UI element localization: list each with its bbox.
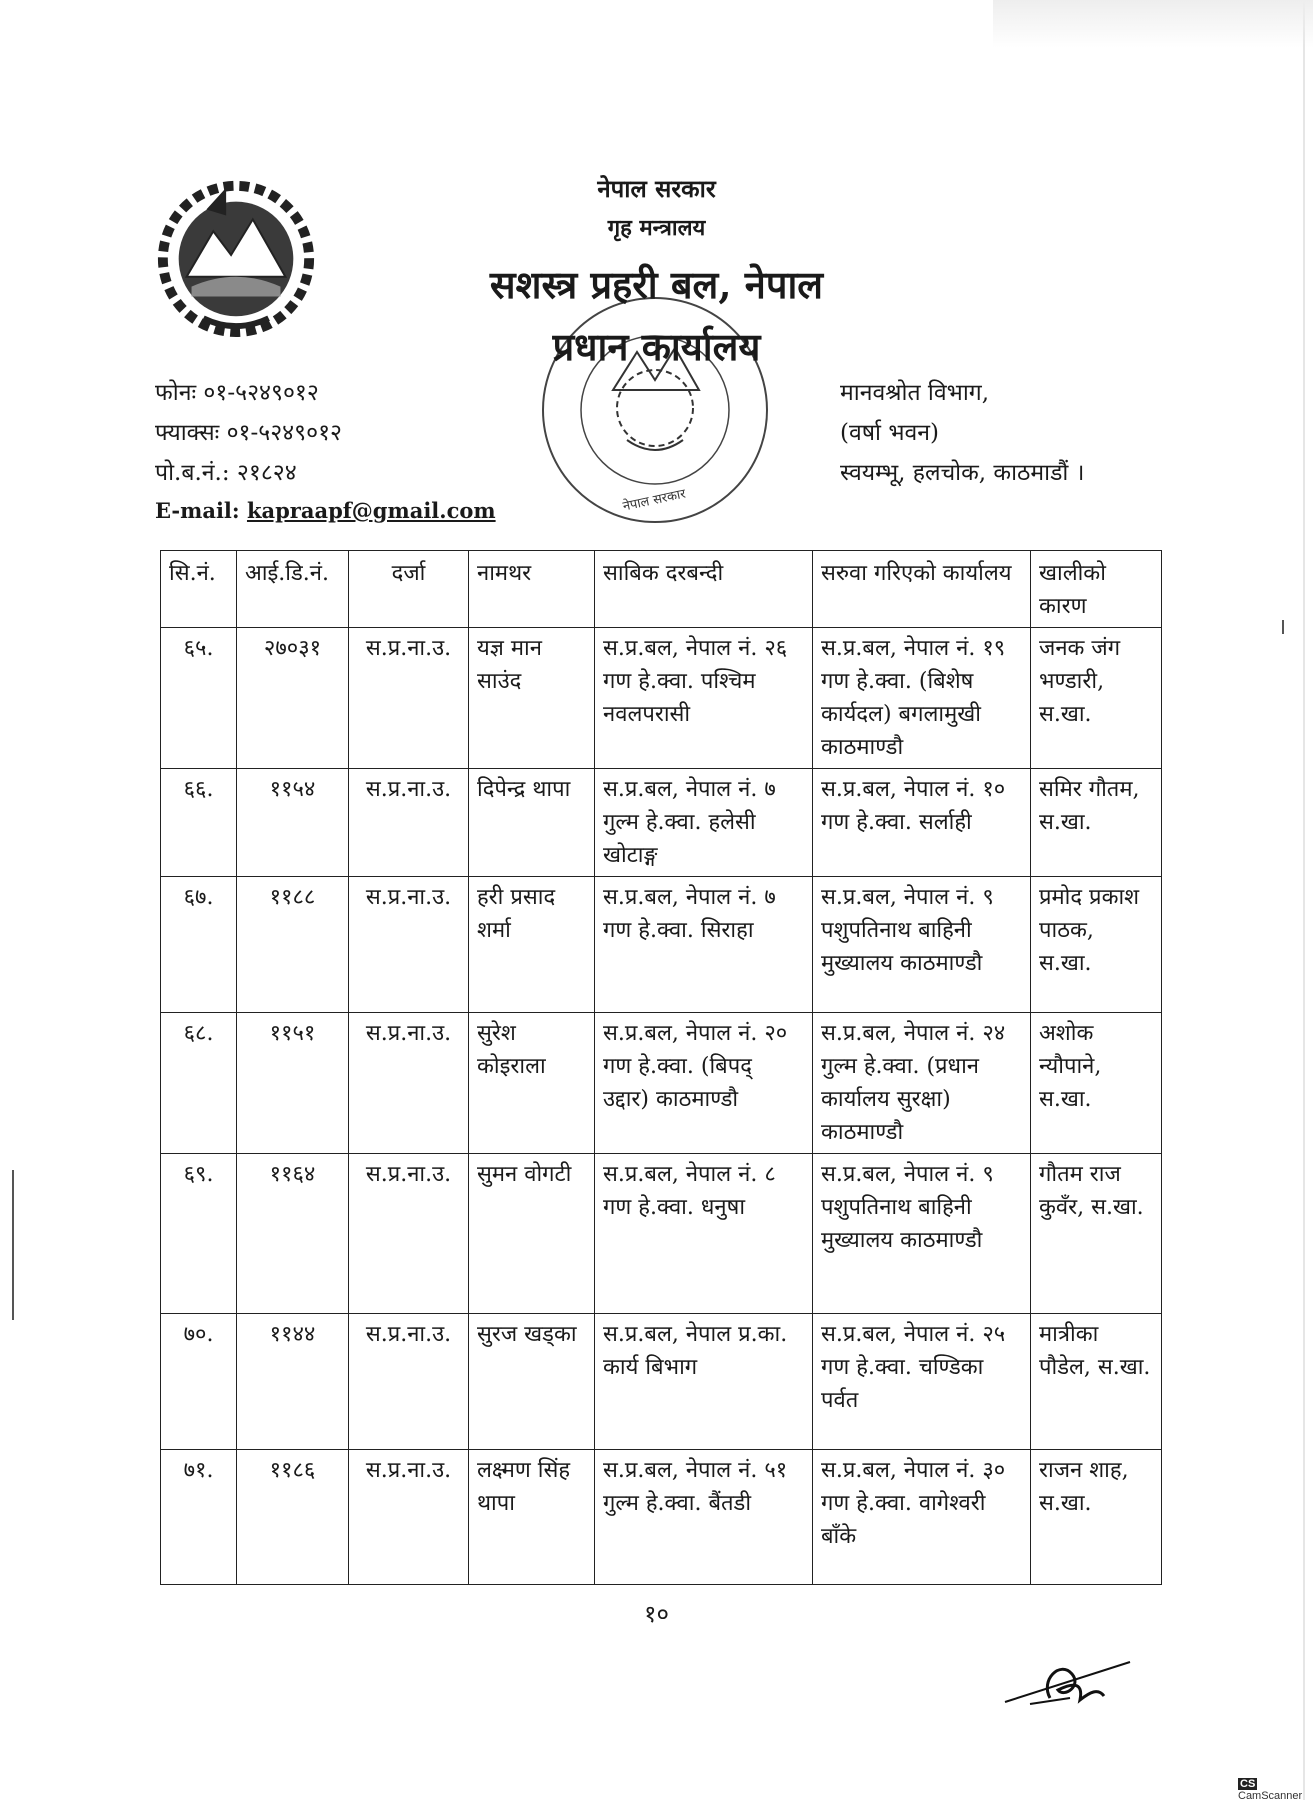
cell-transferred-office: स.प्र.बल, नेपाल नं. २५ गण हे.क्वा. चण्डिका पर्वत <box>813 1314 1031 1450</box>
cell-id: ११५१ <box>237 1013 349 1154</box>
cell-id: ११८६ <box>237 1450 349 1585</box>
cell-serial: ६७. <box>161 877 237 1013</box>
cell-vacancy-reason: गौतम राज कुवँर, स.खा. <box>1031 1154 1162 1314</box>
cell-name: यज्ञ मान साउंद <box>469 628 595 769</box>
svg-text:नेपाल सरकार: नेपाल सरकार <box>621 486 687 515</box>
phone-number: फोनः ०१-५२४९०१२ <box>155 380 319 406</box>
stray-mark-left <box>12 1170 14 1320</box>
cell-previous-post: स.प्र.बल, नेपाल नं. ८ गण हे.क्वा. धनुषा <box>595 1154 813 1314</box>
page-number: १० <box>644 1600 669 1628</box>
cell-vacancy-reason: मात्रीका पौडेल, स.खा. <box>1031 1314 1162 1450</box>
table-row <box>161 628 1162 769</box>
email-label: E-mail: <box>155 498 240 523</box>
cell-serial: ६६. <box>161 769 237 877</box>
cell-previous-post: स.प्र.बल, नेपाल नं. २० गण हे.क्वा. (बिपद् उद्दार) काठमाण्डौ <box>595 1013 813 1154</box>
department-building: (वर्षा भवन) <box>840 420 940 446</box>
cell-id: ११६४ <box>237 1154 349 1314</box>
table-header-row <box>161 551 1162 628</box>
header-transferred-office: सरुवा गरिएको कार्यालय <box>813 551 1031 628</box>
camscanner-logo-mark: CS <box>1240 1778 1256 1790</box>
cell-serial: ७१. <box>161 1450 237 1585</box>
cell-transferred-office: स.प्र.बल, नेपाल नं. ३० गण हे.क्वा. वागेश्वरी बाँके <box>813 1450 1031 1585</box>
header-vacancy-reason: खालीको कारण <box>1031 551 1162 628</box>
cell-rank: स.प्र.ना.उ. <box>349 628 469 769</box>
camscanner-label: CamScanner <box>1238 1790 1303 1802</box>
camscanner-badge <box>1238 1778 1313 1802</box>
cell-transferred-office: स.प्र.बल, नेपाल नं. ९ पशुपतिनाथ बाहिनी मुख्यालय काठमाण्डौ <box>813 1154 1031 1314</box>
cell-transferred-office: स.प्र.बल, नेपाल नं. २४ गुल्म हे.क्वा. (प्रधान कार्यालय सुरक्षा) काठमाण्डौ <box>813 1013 1031 1154</box>
cell-vacancy-reason: जनक जंग भण्डारी, स.खा. <box>1031 628 1162 769</box>
cell-name: सुमन वोगटी <box>469 1154 595 1314</box>
cell-rank: स.प्र.ना.उ. <box>349 1450 469 1585</box>
scan-smudge <box>993 0 1313 48</box>
cell-transferred-office: स.प्र.बल, नेपाल नं. ९ पशुपतिनाथ बाहिनी मुख्यालय काठमाण्डौ <box>813 877 1031 1013</box>
cell-name: सुरेश कोइराला <box>469 1013 595 1154</box>
email-line <box>155 496 496 526</box>
header-rank: दर्जा <box>349 551 469 628</box>
cell-previous-post: स.प्र.बल, नेपाल नं. ७ गुल्म हे.क्वा. हलेसी खोटाङ्ग <box>595 769 813 877</box>
department-address: स्वयम्भू, हलचोक, काठमाडौं । <box>840 460 1085 486</box>
cell-vacancy-reason: राजन शाह, स.खा. <box>1031 1450 1162 1585</box>
cell-transferred-office: स.प्र.बल, नेपाल नं. १९ गण हे.क्वा. (बिशेष कार्यदल) बगलामुखी काठमाण्डौ <box>813 628 1031 769</box>
cell-transferred-office: स.प्र.बल, नेपाल नं. १० गण हे.क्वा. सर्लाही <box>813 769 1031 877</box>
organization-name: सशस्त्र प्रहरी बल, नेपाल <box>489 262 824 307</box>
cell-vacancy-reason: अशोक न्यौपाने, स.खा. <box>1031 1013 1162 1154</box>
cell-rank: स.प्र.ना.उ. <box>349 1154 469 1314</box>
signature-icon <box>1000 1640 1150 1720</box>
cell-vacancy-reason: प्रमोद प्रकाश पाठक, स.खा. <box>1031 877 1162 1013</box>
table-row <box>161 769 1162 877</box>
table-row <box>161 877 1162 1013</box>
cell-serial: ६९. <box>161 1154 237 1314</box>
table-row <box>161 1450 1162 1585</box>
cell-name: हरी प्रसाद शर्मा <box>469 877 595 1013</box>
email-link[interactable]: kapraapf@gmail.com <box>246 498 496 523</box>
cell-serial: ७०. <box>161 1314 237 1450</box>
table-row <box>161 1154 1162 1314</box>
ministry-name: गृह मन्त्रालय <box>607 215 706 241</box>
header-previous-post: साबिक दरबन्दी <box>595 551 813 628</box>
government-name: नेपाल सरकार <box>597 174 716 203</box>
fax-number: फ्याक्सः ०१-५२४९०१२ <box>155 420 342 446</box>
cell-rank: स.प्र.ना.उ. <box>349 769 469 877</box>
cell-previous-post: स.प्र.बल, नेपाल प्र.का. कार्य बिभाग <box>595 1314 813 1450</box>
table-row <box>161 1013 1162 1154</box>
cell-name: सुरज खड्का <box>469 1314 595 1450</box>
table-row <box>161 1314 1162 1450</box>
cell-rank: स.प्र.ना.उ. <box>349 1013 469 1154</box>
header-name: नामथर <box>469 551 595 628</box>
cell-serial: ६५. <box>161 628 237 769</box>
transfer-table <box>160 550 1162 1585</box>
cell-serial: ६८. <box>161 1013 237 1154</box>
cell-rank: स.प्र.ना.उ. <box>349 877 469 1013</box>
cell-rank: स.प्र.ना.उ. <box>349 1314 469 1450</box>
cell-previous-post: स.प्र.बल, नेपाल नं. ५१ गुल्म हे.क्वा. बैंतडी <box>595 1450 813 1585</box>
cell-name: लक्ष्मण सिंह थापा <box>469 1450 595 1585</box>
cell-previous-post: स.प्र.बल, नेपाल नं. ७ गण हे.क्वा. सिराहा <box>595 877 813 1013</box>
cell-previous-post: स.प्र.बल, नेपाल नं. २६ गण हे.क्वा. पश्चिम नवलपरासी <box>595 628 813 769</box>
cell-id: ११८८ <box>237 877 349 1013</box>
office-name: प्रधान कार्यालय <box>552 324 761 369</box>
cell-id: ११५४ <box>237 769 349 877</box>
cell-id: २७०३१ <box>237 628 349 769</box>
cell-id: ११४४ <box>237 1314 349 1450</box>
po-box: पो.ब.नं.: २१८२४ <box>155 460 297 486</box>
header-id: आई.डि.नं. <box>237 551 349 628</box>
cell-name: दिपेन्द्र थापा <box>469 769 595 877</box>
header-serial: सि.नं. <box>161 551 237 628</box>
stray-mark-right <box>1282 620 1284 634</box>
department-name: मानवश्रोत विभाग, <box>840 380 990 406</box>
cell-vacancy-reason: समिर गौतम, स.खा. <box>1031 769 1162 877</box>
